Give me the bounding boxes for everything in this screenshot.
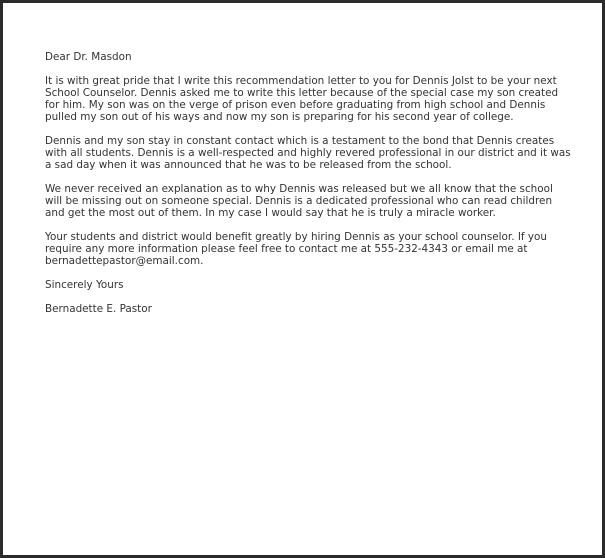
letter-paragraph-3: We never received an explanation as to why Dennis was released but we all know that the school will be missing out on someone special. Dennis is a dedicated professional who can read children and get the most out of them. In my case I would say that he is truly a miracle worker. bbox=[45, 183, 553, 219]
letter-paragraph-1: It is with great pride that I write this recommendation letter to you for Dennis Jolst to be your next School Counselor. Dennis asked me to write this letter because of the special case my son created for him. My son was on the verge of prison even before graduating from high school and Dennis pulled my son out of his ways and now my son is preparing for his second year of college. bbox=[45, 75, 559, 123]
letter-signature-name: Bernadette E. Pastor bbox=[45, 303, 152, 315]
recommendation-letter bbox=[45, 51, 573, 327]
letter-salutation: Dear Dr. Masdon bbox=[45, 51, 132, 63]
letter-paragraph-4: Your students and district would benefit greatly by hiring Dennis as your school counselor. If you require any more information please feel free to contact me at 555-232-4343 or email me at bernadettepastor@email.com. bbox=[45, 231, 547, 267]
letter-closing: Sincerely Yours bbox=[45, 279, 124, 291]
letter-paragraph-2: Dennis and my son stay in constant contact which is a testament to the bond that Dennis creates with all students. Dennis is a well-respected and highly revered professional in our district and it was a sad day when it was announced that he was to be released from the school. bbox=[45, 135, 571, 171]
